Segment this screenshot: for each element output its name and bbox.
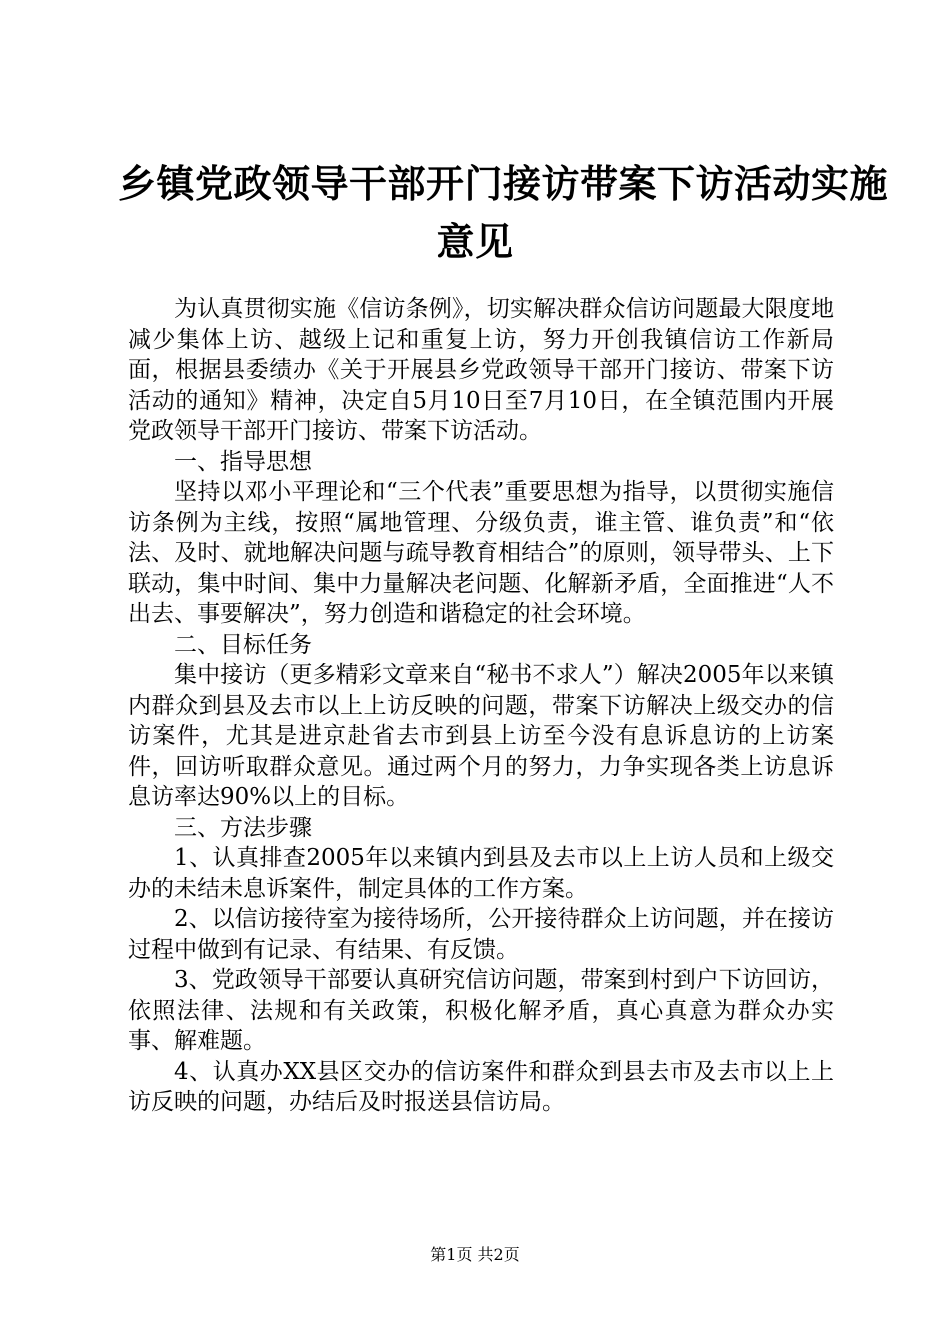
section-heading-guiding-thought: 一、指导思想	[174, 448, 312, 475]
method-step-3: 3、党政领导干部要认真研究信访问题，带案到村到户下访回访，依照法律、法规和有关政策，积极化解矛盾，真心真意为群众办实事、解难题。	[128, 967, 834, 1054]
document-title-line-2: 意见	[436, 219, 514, 264]
intro-paragraph: 为认真贯彻实施《信访条例》，切实解决群众信访问题最大限度地减少集体上访、越级上记和重复上访，努力开创我镇信访工作新局面，根据县委绩办《关于开展县乡党政领导干部开门接访、带案下访活动的通知》精神，决定自5月10日至7月10日，在全镇范围内开展党政领导干部开门接访、带案下访活动。	[128, 296, 834, 444]
goals-paragraph: 集中接访（更多精彩文章来自“秘书不求人”）解决2005年以来镇内群众到县及去市以上上访反映的问题，带案下访解决上级交办的信访案件，尤其是进京赴省去市到县上访至今没有息诉息访的上访案件，回访听取群众意见。通过两个月的努力，力争实现各类上访息诉息访率达90%以上的目标。	[128, 662, 834, 810]
page-footer: 第1页 共2页	[430, 1245, 520, 1264]
method-step-4: 4、认真办XX县区交办的信访案件和群众到县去市及去市以上上访反映的问题，办结后及时报送县信访局。	[128, 1058, 834, 1115]
document-title-line-1: 乡镇党政领导干部开门接访带案下访活动实施	[118, 161, 889, 206]
document-body	[128, 294, 834, 1118]
method-step-1: 1、认真排查2005年以来镇内到县及去市以上上访人员和上级交办的未结未息诉案件，制定具体的工作方案。	[128, 845, 834, 902]
section-heading-methods: 三、方法步骤	[174, 814, 312, 841]
guiding-thought-paragraph: 坚持以邓小平理论和“三个代表”重要思想为指导，以贯彻实施信访条例为主线，按照“属地管理、分级负责，谁主管、谁负责”和“依法、及时、就地解决问题与疏导教育相结合”的原则，领导带头、上下联动，集中时间、集中力量解决老问题、化解新矛盾，全面推进“人不出去、事要解决”，努力创造和谐稳定的社会环境。	[128, 479, 834, 627]
method-step-2: 2、以信访接待室为接待场所，公开接待群众上访问题，并在接访过程中做到有记录、有结果、有反馈。	[128, 906, 834, 963]
section-heading-goals: 二、目标任务	[174, 631, 312, 658]
